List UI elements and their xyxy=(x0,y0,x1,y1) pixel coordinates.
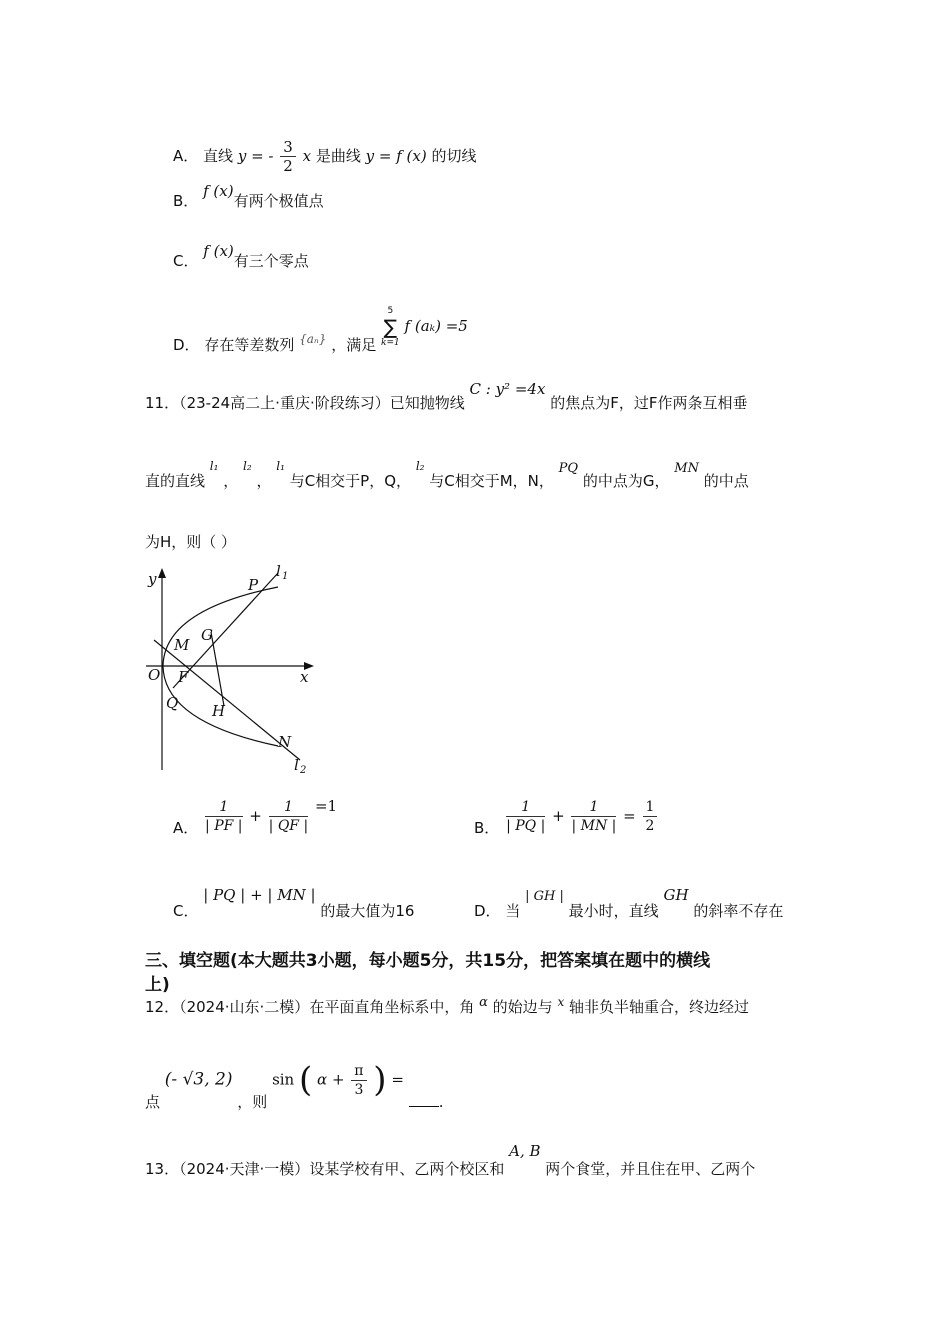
label-x: x xyxy=(300,668,309,686)
label-m: M xyxy=(174,636,190,654)
q12-line1: 12．（2024·山东·二模）在平面直角坐标系中，角 α 的始边与 $^x$ 轴非负半轴重合，终边经过 xyxy=(145,995,750,1016)
q11-option-a: A． $\frac{1}{| PF |}$ + $\frac{1}{| QF |}$ =1 xyxy=(173,797,338,837)
label-f: F xyxy=(178,668,189,686)
q10-option-c: C． f (x)有三个零点 xyxy=(173,242,309,270)
q11-line1: 11．（23-24高二上·重庆·阶段练习）已知抛物线 C : y² =4x 的焦点为F，过F作两条互相垂 xyxy=(145,380,748,412)
q11-line2: 直的直线 $^{l_1}$ ， $^{l_2}$ ， $^{l_1}$ 与C相交于P，Q， $^{l_2}$ 与C相交于M，N， PQ 的中点为G， MN 的中点 xyxy=(145,459,749,490)
q11-line3: 为H，则（ ） xyxy=(145,533,237,551)
label-n: N xyxy=(278,733,292,751)
section-3-heading-line2: 上) xyxy=(145,975,170,995)
q13-line1: 13．（2024·天津·一模）设某学校有甲、乙两个校区和 A, B 两个食堂，并且住在甲、乙两个 xyxy=(145,1142,756,1178)
summation: 5 ∑ k=1 xyxy=(381,306,400,348)
answer-blank[interactable] xyxy=(409,1092,439,1107)
label-l2: l xyxy=(294,756,299,774)
q10-option-a: A． 直线 y = - $\frac{3}{2}$ x 是曲线 y = f (x) 的切线 xyxy=(173,138,477,175)
label-y: y xyxy=(148,570,157,588)
label-q: Q xyxy=(166,694,179,712)
label-h: H xyxy=(212,702,226,720)
q11-option-c: C． | PQ | + | MN | 的最大值为16 xyxy=(173,886,415,920)
label-g: G xyxy=(201,626,213,644)
label-o: O xyxy=(148,666,161,684)
label-l1-sub: 1 xyxy=(282,571,289,582)
section-3-heading-line1: 三、填空题(本大题共3小题，每小题5分，共15分，把答案填在题中的横线 xyxy=(145,951,711,971)
parabola-figure xyxy=(140,560,330,785)
q11-option-d: D． 当 | GH | 最小时，直线 GH 的斜率不存在 xyxy=(474,886,784,920)
q10-option-d: D． 存在等差数列 $_{\{a_n\}}$ ，满足 5 ∑ k=1 f (aₖ) =5 xyxy=(173,306,468,354)
label-l1: l xyxy=(276,562,281,580)
label-p: P xyxy=(248,576,259,594)
label-l2-sub: 2 xyxy=(300,765,307,776)
q12-line2: 点 (- √3, 2) ，则 sin ( α + $\frac{\pi}{3}$ ) = . xyxy=(145,1060,444,1111)
fraction-3-2: $\frac{3}{2}$ xyxy=(280,138,296,175)
line-l1 xyxy=(173,573,278,688)
q10-option-b: B． f (x)有两个极值点 xyxy=(173,182,324,210)
q11-option-b: B． $\frac{1}{| PQ |}$ + $\frac{1}{| MN |}$ = $\frac{1}{2}$ xyxy=(474,798,659,835)
